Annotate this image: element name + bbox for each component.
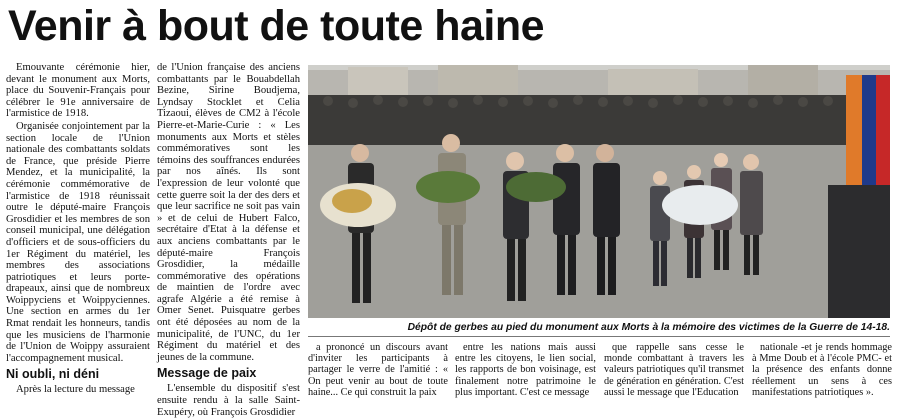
intro-paragraph: Emouvante cérémonie hier, devant le monument aux Morts, place du Souvenir-Français pour célébrer le 91e anniversaire de l'armistice de 1918. <box>6 62 150 120</box>
body-paragraph: de l'Union française des anciens combattants par le Bouabdellah Bezine, Sirine Boudjema, Lyndsay Stocklet et Celia Tizaoui, élèves de CM2 à l'école Pierre-et-Marie-Curie : « Les monuments aux Morts et stèles commémoratives sont les témoins des souffrances endurées par nos aînés. Ils sont l'expression de leur volonté que cette guerre soit la der des ders et que leur sacrifice ne soit pas vain » et de celui de Hubert Falco, secrétaire d'Etat à la défense et aux anciens combattants par le député-maire François Grosdidier, la médaille commémorative des opérations de maintien de l'ordre avec agrafe Algérie a été remise à Omer Senet. Puisquatre gerbes ont été déposées au nom de la municipalité, de l'UNC, du 1er Régiment du matériel et des jeunes de la commune. <box>157 62 300 363</box>
subheading-ni-oubli: Ni oubli, ni déni <box>6 367 100 382</box>
ceremony-photo-illustration <box>308 65 890 318</box>
body-paragraph: que rappelle sans cesse le monde combattant à travers les valeurs patriotiques qu'il transmet de génération en génération. C'est aussi le message que l'Education <box>604 342 744 398</box>
article-column-3 <box>308 342 448 398</box>
body-paragraph: a prononcé un discours avant d'inviter les participants à partager le verre de l'amitié : « On peut venir au bout de toute haine... Ce qui construit la paix <box>308 342 448 398</box>
headline: Venir à bout de toute haine <box>8 2 545 50</box>
ceremony-photo <box>308 65 890 318</box>
article-column-4 <box>455 342 596 398</box>
body-paragraph: Après la lecture du message <box>16 384 135 396</box>
article-column-1 <box>6 62 150 397</box>
body-paragraph: entre les nations mais aussi entre les citoyens, le lien social, les rapports de bon voisinage, est finalement notre patrimoine le plus important. C'est ce message <box>455 342 596 398</box>
caption-divider <box>308 336 890 337</box>
body-paragraph: nationale -et je rends hommage à Mme Doub et à l'école PMC- et la présence des enfants donne réellement un sens à ces manifestations patriotiques ». <box>752 342 892 398</box>
body-paragraph: L'ensemble du dispositif s'est ensuite rendu à la salle Saint-Exupéry, où François Grosdidier <box>157 383 300 418</box>
subheading-message-de-paix: Message de paix <box>157 366 257 381</box>
article-column-5 <box>604 342 744 398</box>
article-column-2 <box>157 62 300 419</box>
photo-caption: Dépôt de gerbes au pied du monument aux Morts à la mémoire des victimes de la Guerre de 14-18. <box>407 322 890 333</box>
body-paragraph: Organisée conjointement par la section locale de l'Union nationale des combattants soldats de France, que préside Pierre Mendez, et la municipalité, la cérémonie commémorative de l'armistice de 1918 réunissait outre le député-maire François Grosdidier et les membres de son conseil municipal, une délégation d'officiers et de sous-officiers du 1er Régiment du matériel, les membres des associations patriotiques et leurs porte-drapeaux, ainsi que de nombreux Woippyciens et Woippyciennes. Une section en armes du 1er Rmat rendait les honneurs, tandis que les musiciens de l'harmonie de l'Union de Woippy assuraient l'accompagnement musical. <box>6 120 150 364</box>
article-column-6 <box>752 342 892 398</box>
